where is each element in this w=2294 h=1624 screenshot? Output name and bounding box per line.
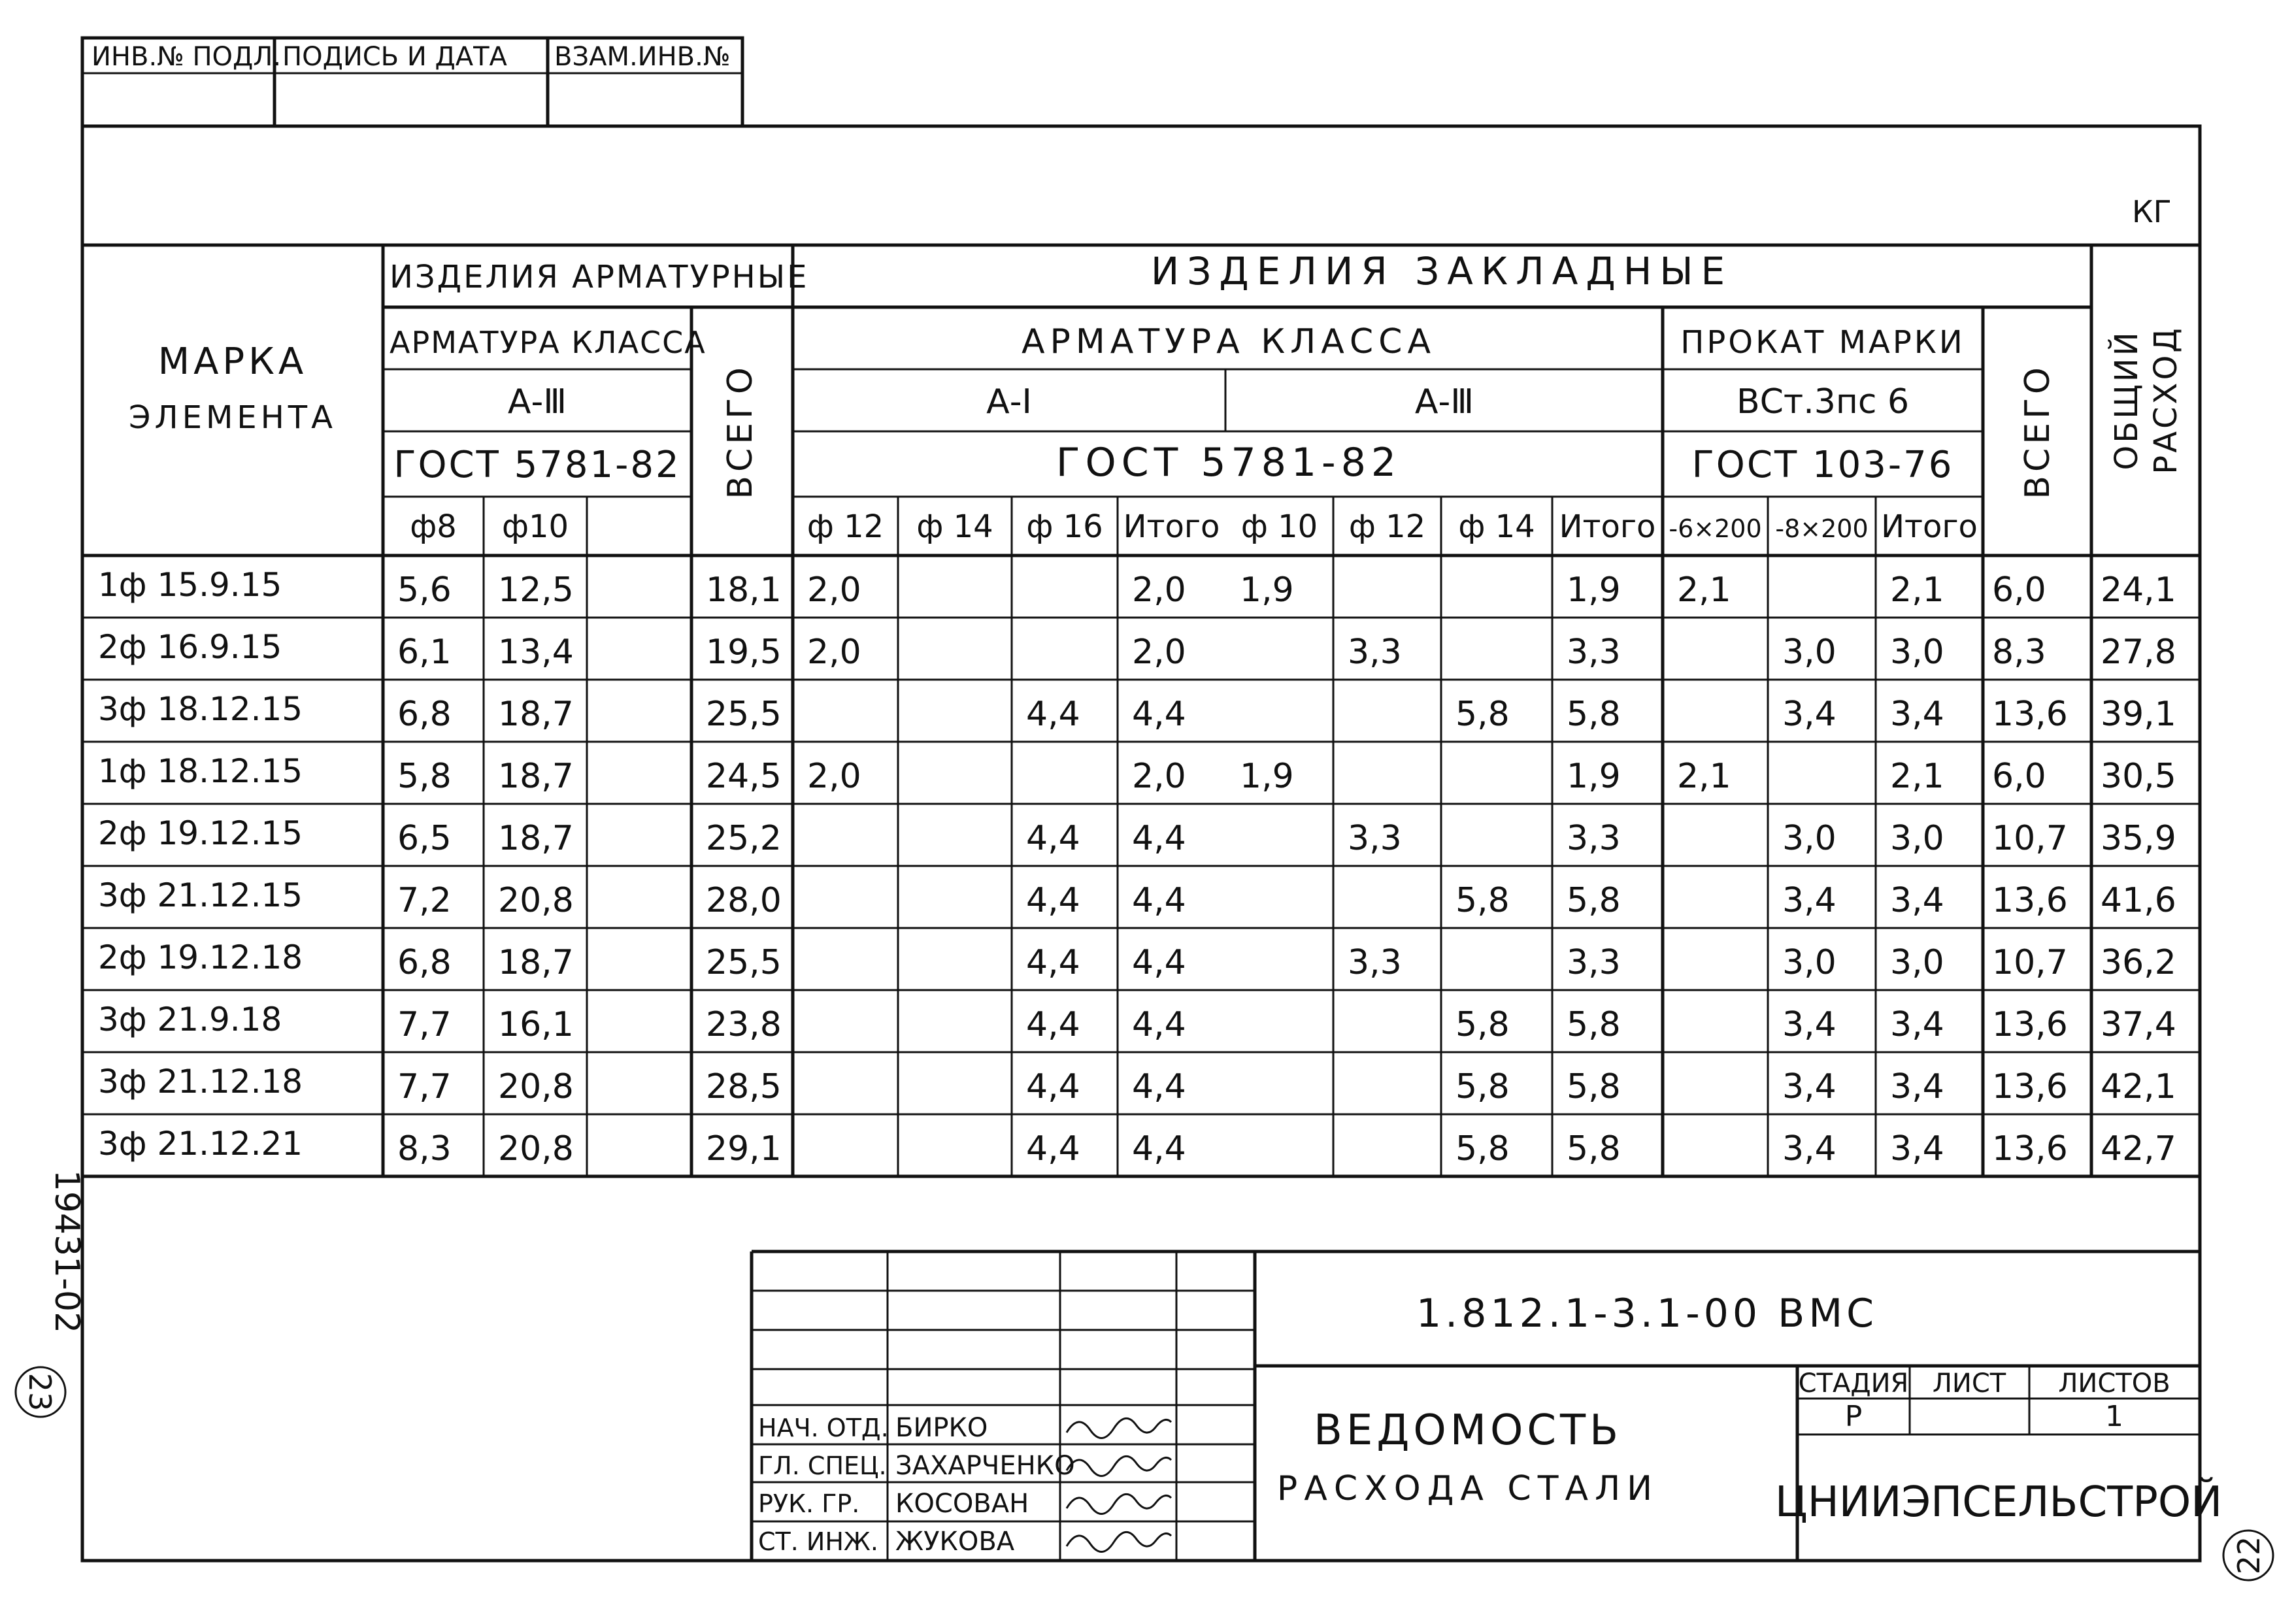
column-header: ф10	[501, 508, 569, 545]
table-row	[98, 628, 2176, 672]
list-label: ЛИСТ	[1932, 1368, 2006, 1399]
signature-scribble	[1067, 1532, 1171, 1551]
element-mark-cell: 1ф 15.9.15	[98, 566, 282, 604]
value-cell: 5,8	[1567, 881, 1621, 920]
value-cell: 13,6	[1992, 1129, 2068, 1168]
table-row	[98, 876, 2176, 920]
value-cell: 6,0	[1992, 571, 2046, 610]
value-cell: 4,4	[1026, 881, 1080, 920]
value-cell: 2,0	[1132, 757, 1186, 796]
signatory-row	[758, 1527, 1171, 1557]
circle-left-badge	[16, 1367, 65, 1417]
value-cell: 3,3	[1567, 943, 1621, 982]
value-cell: 28,0	[706, 881, 782, 920]
value-cell: 3,3	[1348, 819, 1402, 858]
column-header: -8×200	[1775, 514, 1869, 543]
element-mark-cell: 3ф 21.12.18	[98, 1063, 303, 1101]
signatory-role: РУК. ГР.	[758, 1489, 860, 1518]
table-row	[98, 752, 2176, 796]
value-cell: 13,6	[1992, 695, 2068, 734]
column-header: ф 12	[1348, 508, 1426, 545]
signatory-name: ЖУКОВА	[895, 1527, 1015, 1557]
signatory-name: ЗАХАРЧЕНКО	[895, 1451, 1075, 1481]
value-cell: 3,0	[1782, 633, 1837, 672]
value-cell: 3,4	[1782, 1129, 1837, 1168]
value-cell: 2,0	[807, 571, 861, 610]
stamp-podpis-data: ПОДИСЬ И ДАТА	[282, 42, 507, 72]
column-header: Итого	[1881, 508, 1978, 545]
listov-value: 1	[2105, 1400, 2123, 1433]
organization-name: ЦНИИЭПСЕЛЬСТРОЙ	[1774, 1478, 2223, 1527]
value-cell: 13,6	[1992, 881, 2068, 920]
signatory-name: КОСОВАН	[895, 1489, 1029, 1519]
value-cell: 29,1	[706, 1129, 782, 1168]
value-cell: 3,4	[1890, 881, 1944, 920]
header-prokat-marki: ПРОКАТ МАРКИ	[1680, 324, 1965, 361]
element-mark-cell: 2ф 19.12.15	[98, 814, 303, 852]
value-cell: 24,5	[706, 757, 782, 796]
table-row	[98, 1125, 2176, 1168]
value-cell: 5,8	[1455, 1005, 1510, 1044]
element-mark-cell: 3ф 21.9.18	[98, 1001, 282, 1038]
value-cell: 37,4	[2101, 1005, 2176, 1044]
value-cell: 4,4	[1026, 819, 1080, 858]
signatory-role: НАЧ. ОТД.	[758, 1414, 889, 1442]
value-cell: 3,3	[1348, 943, 1402, 982]
table-row	[98, 938, 2176, 982]
value-cell: 3,3	[1567, 633, 1621, 672]
stadiya-label: СТАДИЯ	[1798, 1368, 1909, 1399]
signature-scribble	[1067, 1494, 1171, 1514]
value-cell: 20,8	[498, 1067, 574, 1106]
header-armatura-klassa: АРМАТУРА КЛАССА	[390, 325, 706, 360]
element-mark-cell: 2ф 19.12.18	[98, 938, 303, 976]
value-cell: 1,9	[1240, 571, 1294, 610]
value-cell: 7,7	[397, 1067, 452, 1106]
header-a1-zakl: А-Ⅰ	[986, 382, 1032, 422]
value-cell: 16,1	[498, 1005, 574, 1044]
value-cell: 39,1	[2101, 695, 2176, 734]
circle-left-number: 23	[22, 1372, 58, 1412]
circle-right-badge	[2223, 1531, 2273, 1580]
value-cell: 3,4	[1782, 1067, 1837, 1106]
signatory-role: СТ. ИНЖ.	[758, 1527, 878, 1556]
value-cell: 4,4	[1132, 1005, 1186, 1044]
stamp-inv-podl: ИНВ.№ ПОДЛ.	[91, 42, 282, 72]
header-vst: ВСт.3пс 6	[1736, 382, 1910, 422]
signatory-role: ГЛ. СПЕЦ.	[758, 1451, 887, 1480]
table-row	[98, 690, 2176, 734]
value-cell: 8,3	[1992, 633, 2046, 672]
header-izdeliya-zakladnye: ИЗДЕЛИЯ ЗАКЛАДНЫЕ	[1150, 249, 1733, 293]
value-cell: 35,9	[2101, 819, 2176, 858]
value-cell: 12,5	[498, 571, 574, 610]
value-cell: 42,7	[2101, 1129, 2176, 1168]
value-cell: 1,9	[1567, 571, 1621, 610]
value-cell: 6,5	[397, 819, 452, 858]
value-cell: 2,0	[807, 633, 861, 672]
header-armatura-klassa-zakl: АРМАТУРА КЛАССА	[1021, 322, 1437, 361]
value-cell: 30,5	[2101, 757, 2176, 796]
value-cell: 4,4	[1026, 1005, 1080, 1044]
signature-scribble	[1067, 1456, 1171, 1476]
top-stamp	[82, 38, 742, 126]
signatory-row	[758, 1413, 1171, 1443]
value-cell: 4,4	[1132, 1129, 1186, 1168]
value-cell: 2,0	[807, 757, 861, 796]
value-cell: 18,7	[498, 695, 574, 734]
value-cell: 8,3	[397, 1129, 452, 1168]
value-cell: 20,8	[498, 1129, 574, 1168]
value-cell: 13,6	[1992, 1067, 2068, 1106]
value-cell: 7,7	[397, 1005, 452, 1044]
value-cell: 3,0	[1782, 819, 1837, 858]
column-header: ф 14	[916, 508, 993, 545]
value-cell: 4,4	[1132, 1067, 1186, 1106]
value-cell: 2,0	[1132, 633, 1186, 672]
value-cell: 3,3	[1567, 819, 1621, 858]
header-a3: А-Ⅲ	[507, 382, 567, 422]
value-cell: 3,0	[1782, 943, 1837, 982]
header-vsego-zakl: ВСЕГО	[2018, 363, 2057, 499]
value-cell: 4,4	[1132, 881, 1186, 920]
column-header: -6×200	[1669, 514, 1762, 543]
value-cell: 5,8	[1455, 695, 1510, 734]
table-row	[98, 814, 2176, 858]
value-cell: 4,4	[1026, 695, 1080, 734]
value-cell: 3,4	[1782, 881, 1837, 920]
header-raskhod: РАСХОД	[2148, 325, 2184, 474]
value-cell: 5,8	[397, 757, 452, 796]
value-cell: 3,0	[1890, 943, 1944, 982]
document-title-line-2: РАСХОДА СТАЛИ	[1276, 1469, 1659, 1508]
value-cell: 3,0	[1890, 819, 1944, 858]
value-cell: 4,4	[1026, 943, 1080, 982]
value-cell: 25,2	[706, 819, 782, 858]
value-cell: 2,1	[1890, 571, 1944, 610]
element-mark-cell: 3ф 18.12.15	[98, 690, 303, 728]
value-cell: 6,0	[1992, 757, 2046, 796]
value-cell: 25,5	[706, 943, 782, 982]
signature-scribble	[1067, 1418, 1171, 1438]
value-cell: 28,5	[706, 1067, 782, 1106]
value-cell: 2,1	[1677, 571, 1731, 610]
title-block	[752, 1251, 2222, 1561]
header-gost-prokat: ГОСТ 103-76	[1691, 444, 1954, 486]
column-header: ф 10	[1240, 508, 1318, 545]
value-cell: 3,0	[1890, 633, 1944, 672]
value-cell: 13,6	[1992, 1005, 2068, 1044]
table-row	[98, 1001, 2176, 1044]
value-cell: 18,7	[498, 757, 574, 796]
value-cell: 2,1	[1890, 757, 1944, 796]
header-gost-arm: ГОСТ 5781-82	[393, 444, 681, 486]
value-cell: 3,4	[1890, 695, 1944, 734]
column-header: ф 14	[1458, 508, 1535, 545]
value-cell: 10,7	[1992, 943, 2068, 982]
value-cell: 5,8	[1567, 1067, 1621, 1106]
value-cell: 4,4	[1026, 1129, 1080, 1168]
value-cell: 10,7	[1992, 819, 2068, 858]
value-cell: 5,8	[1455, 1067, 1510, 1106]
header-gost-zakl: ГОСТ 5781-82	[1056, 440, 1402, 486]
value-cell: 19,5	[706, 633, 782, 672]
document-code: 1.812.1-3.1-00 ВМС	[1416, 1291, 1878, 1336]
value-cell: 5,6	[397, 571, 452, 610]
column-header: ф 12	[806, 508, 884, 545]
value-cell: 4,4	[1026, 1067, 1080, 1106]
header-obshchiy: ОБЩИЙ	[2108, 329, 2145, 471]
value-cell: 5,8	[1567, 1005, 1621, 1044]
circle-right-number: 22	[2231, 1536, 2267, 1575]
value-cell: 18,1	[706, 571, 782, 610]
value-cell: 6,8	[397, 943, 452, 982]
header-izdeliya-armaturnye: ИЗДЕЛИЯ АРМАТУРНЫЕ	[390, 259, 809, 295]
column-header: ф 16	[1026, 508, 1103, 545]
value-cell: 3,4	[1890, 1005, 1944, 1044]
element-mark-cell: 1ф 18.12.15	[98, 752, 303, 790]
side-number: 19431-02	[47, 1169, 86, 1334]
value-cell: 5,8	[1455, 881, 1510, 920]
unit-label: КГ	[2132, 194, 2172, 229]
value-cell: 23,8	[706, 1005, 782, 1044]
header-marka: МАРКА	[158, 340, 308, 383]
value-cell: 5,8	[1567, 1129, 1621, 1168]
listov-label: ЛИСТОВ	[2058, 1368, 2170, 1399]
value-cell: 18,7	[498, 943, 574, 982]
value-cell: 1,9	[1240, 757, 1294, 796]
value-cell: 20,8	[498, 881, 574, 920]
value-cell: 3,4	[1890, 1067, 1944, 1106]
value-cell: 42,1	[2101, 1067, 2176, 1106]
value-cell: 2,1	[1677, 757, 1731, 796]
header-a3-zakl: А-Ⅲ	[1414, 382, 1474, 422]
header-vsego-arm: ВСЕГО	[721, 363, 760, 499]
value-cell: 41,6	[2101, 881, 2176, 920]
value-cell: 4,4	[1132, 943, 1186, 982]
value-cell: 7,2	[397, 881, 452, 920]
document-title-line-1: ВЕДОМОСТЬ	[1314, 1406, 1622, 1455]
element-mark-cell: 3ф 21.12.21	[98, 1125, 303, 1163]
table-row	[98, 566, 2176, 610]
element-mark-cell: 2ф 16.9.15	[98, 628, 282, 666]
value-cell: 6,8	[397, 695, 452, 734]
value-cell: 24,1	[2101, 571, 2176, 610]
value-cell: 36,2	[2101, 943, 2176, 982]
signatory-row	[758, 1451, 1171, 1481]
value-cell: 1,9	[1567, 757, 1621, 796]
value-cell: 4,4	[1132, 819, 1186, 858]
value-cell: 4,4	[1132, 695, 1186, 734]
steel-consumption-table	[82, 245, 2200, 1176]
value-cell: 3,4	[1890, 1129, 1944, 1168]
header-elementa: ЭЛЕМЕНТА	[129, 399, 337, 436]
column-header: Итого	[1123, 508, 1220, 545]
element-mark-cell: 3ф 21.12.15	[98, 876, 303, 914]
value-cell: 27,8	[2101, 633, 2176, 672]
table-row	[98, 1063, 2176, 1106]
column-header: Итого	[1559, 508, 1656, 545]
stamp-vzam-inv: ВЗАМ.ИНВ.№	[554, 42, 731, 72]
value-cell: 13,4	[498, 633, 574, 672]
value-cell: 18,7	[498, 819, 574, 858]
value-cell: 3,3	[1348, 633, 1402, 672]
value-cell: 5,8	[1455, 1129, 1510, 1168]
signatory-row	[758, 1489, 1171, 1519]
value-cell: 2,0	[1132, 571, 1186, 610]
value-cell: 6,1	[397, 633, 452, 672]
value-cell: 25,5	[706, 695, 782, 734]
column-header: ф8	[410, 508, 457, 545]
stadiya-value: Р	[1844, 1400, 1863, 1433]
signatory-name: БИРКО	[895, 1413, 988, 1443]
value-cell: 3,4	[1782, 1005, 1837, 1044]
value-cell: 3,4	[1782, 695, 1837, 734]
value-cell: 5,8	[1567, 695, 1621, 734]
